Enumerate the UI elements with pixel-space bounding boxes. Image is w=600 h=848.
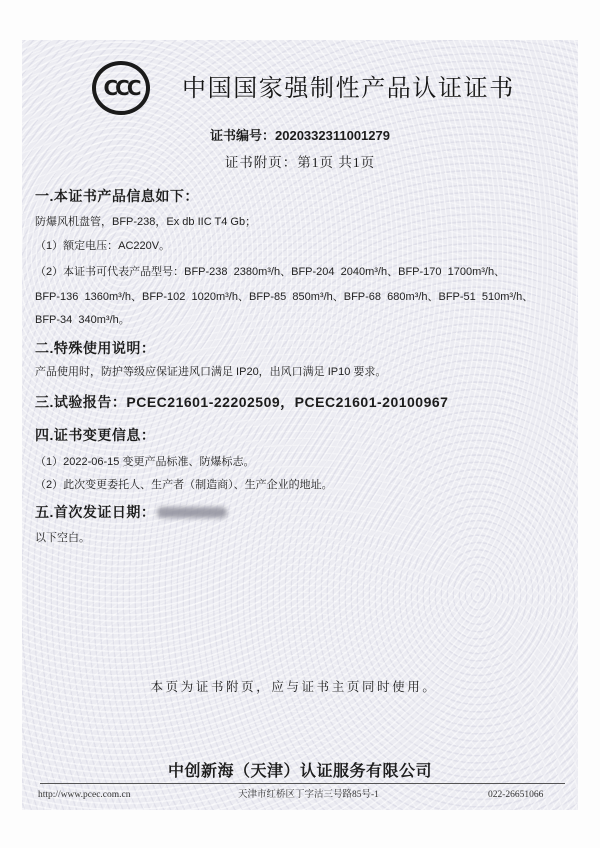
ccc-logo: CCC <box>92 61 150 115</box>
issuer-name: 中创新海（天津）认证服务有限公司 <box>167 763 432 780</box>
footer-address: 天津市红桥区丁字沽三号路85号-1 <box>238 790 379 800</box>
special-use-text: 产品使用时，防护等级应保证进风口满足 IP20，出风口满足 IP10 要求。 <box>35 366 387 378</box>
attachment-notice: 本页为证书附页，应与证书主页同时使用。 <box>150 680 438 694</box>
models-line: （2）本证书可代表产品型号：BFP-238 2380m³/h、BFP-204 2040m³/h、BFP-170 1700m³/h、 <box>35 266 506 278</box>
first-issue-date-redacted <box>157 507 227 518</box>
section-first-issue-heading: 五.首次发证日期： <box>35 504 156 520</box>
footer-divider <box>40 783 565 784</box>
change-item: （2）此次变更委托人、生产者（制造商）、生产企业的地址。 <box>35 479 333 491</box>
rated-voltage: （1）额定电压：AC220V。 <box>35 240 171 252</box>
certificate-number-value: 2020332311001279 <box>275 128 390 143</box>
certificate-number <box>0 128 600 144</box>
models-line: BFP-34 340m³/h。 <box>35 314 130 326</box>
section-product-heading: 一.本证书产品信息如下： <box>35 188 199 204</box>
section-changes-heading: 四.证书变更信息： <box>35 427 156 443</box>
product-description: 防爆风机盘管，BFP-238，Ex db IIC T4 Gb； <box>35 216 257 228</box>
section-special-use-heading: 二.特殊使用说明： <box>35 340 156 356</box>
attachment-page-indicator: 证书附页：第1页 共1页 <box>224 155 376 170</box>
footer-phone: 022-26651066 <box>488 790 544 800</box>
change-item: （1）2022-06-15 变更产品标准、防爆标志。 <box>35 456 255 468</box>
test-report-label: 三.试验报告： <box>35 394 127 410</box>
blank-note: 以下空白。 <box>35 532 90 544</box>
test-report-numbers: PCEC21601-22202509，PCEC21601-20100967 <box>126 394 449 410</box>
models-line: BFP-136 1360m³/h、BFP-102 1020m³/h、BFP-85 850m³/h、BFP-68 680m³/h、BFP-51 510m³/h、 <box>35 291 534 303</box>
certificate-number-label: 证书编号： <box>210 128 276 143</box>
certificate-title: 中国国家强制性产品认证证书 <box>182 74 515 102</box>
footer-website: http://www.pcec.com.cn <box>38 790 131 800</box>
section-test-report <box>35 394 448 410</box>
